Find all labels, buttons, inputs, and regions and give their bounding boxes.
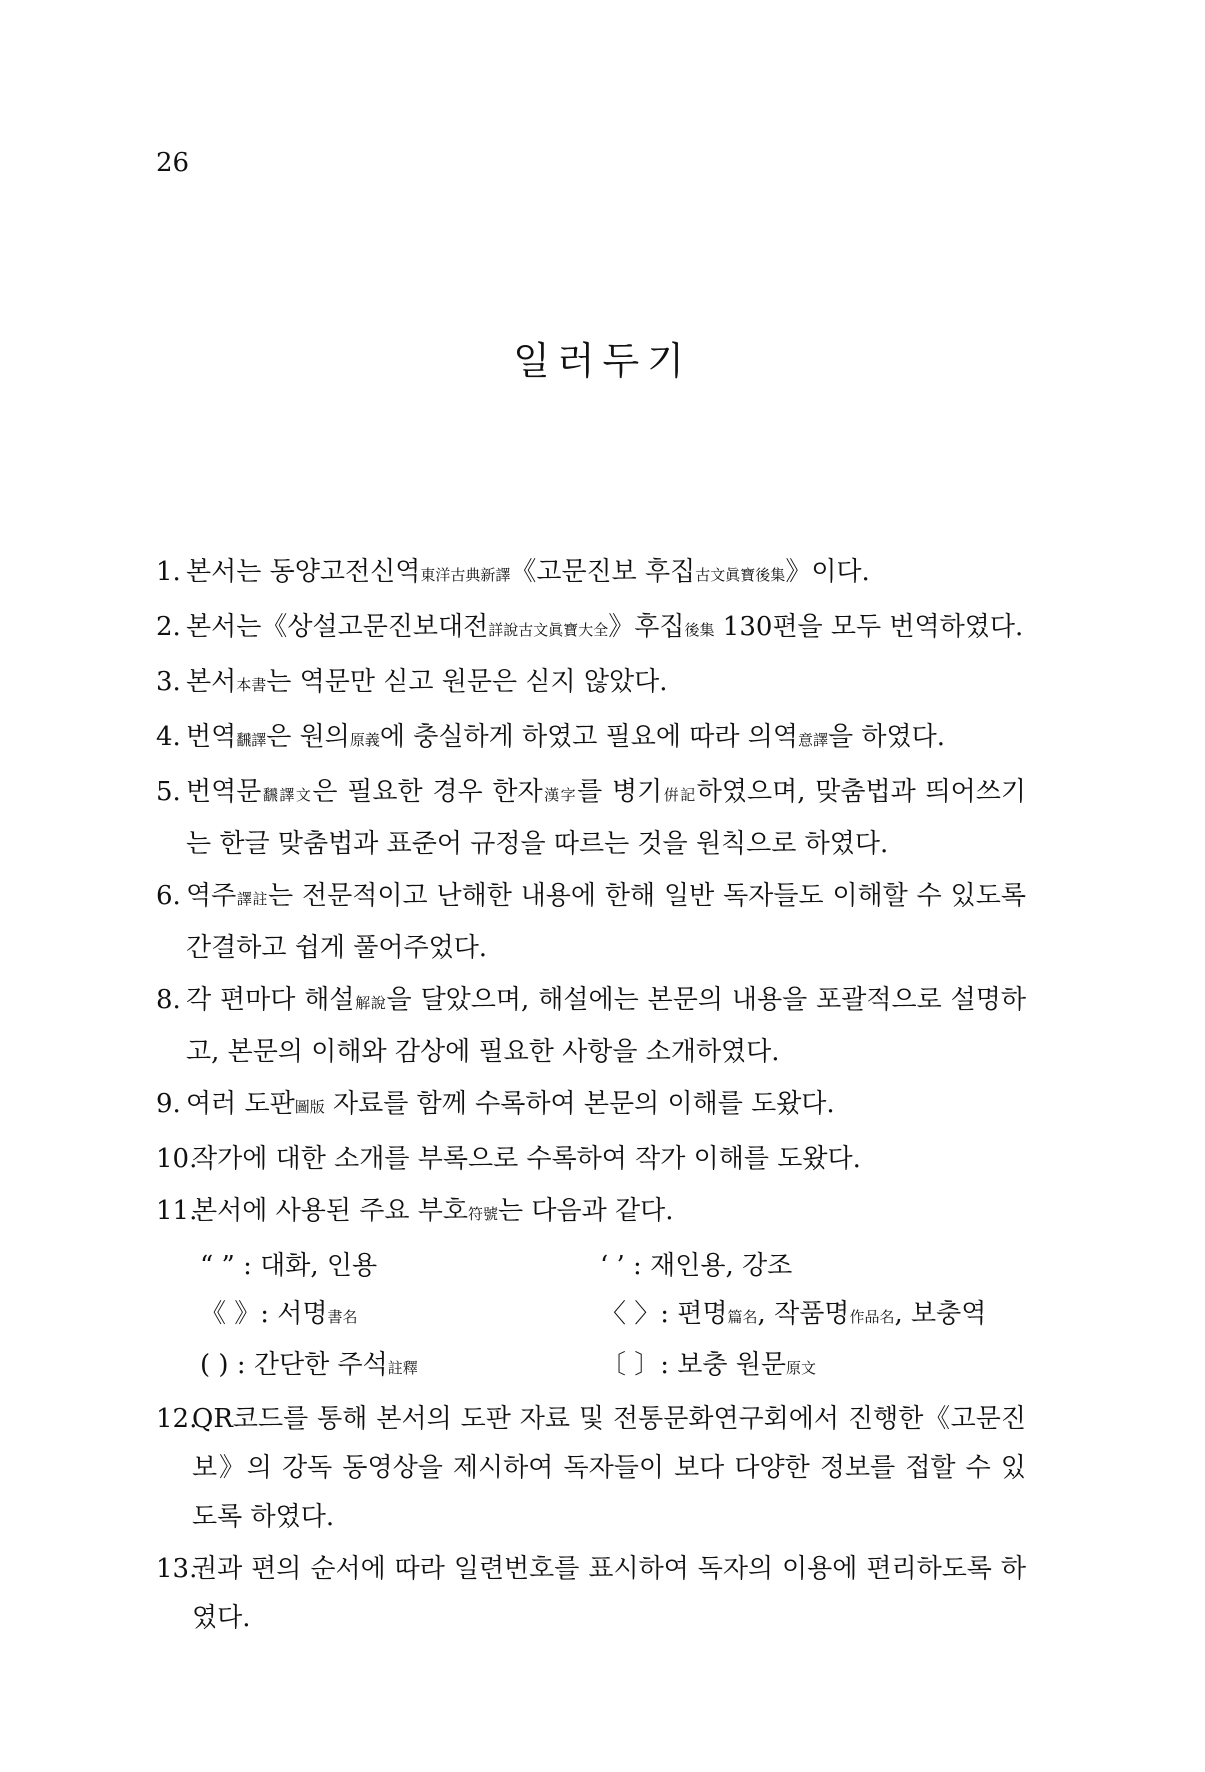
notes-list [156, 548, 1026, 1646]
note-number: 13. [156, 1554, 198, 1584]
note-number: 8. [156, 985, 181, 1015]
note-text: QR코드를 통해 본서의 도판 자료 및 전통문화연구회에서 진행한《고문진보》의 강독 동영상을 제시하여 독자들이 보다 다양한 정보를 접할 수 있도록 하였다. [192, 1404, 1026, 1532]
note-text: 권과 편의 순서에 따라 일련번호를 표시하여 독자의 이용에 편리하도록 하였다. [192, 1554, 1026, 1633]
page-number: 26 [156, 148, 190, 178]
note-number: 10. [156, 1144, 198, 1174]
note-item [156, 1395, 1026, 1542]
note-item [156, 603, 1026, 655]
symbol-entry: ( ) : 간단한 주석註釋 [200, 1350, 418, 1380]
note-text: 작가에 대한 소개를 부록으로 수록하여 작가 이해를 도왔다. [192, 1144, 861, 1174]
note-number: 6. [156, 881, 181, 911]
note-item [156, 713, 1026, 765]
note-number: 5. [156, 777, 181, 807]
note-item [156, 768, 1026, 869]
note-text: 여러 도판圖版 자료를 함께 수록하여 본문의 이해를 도왔다. [186, 1089, 835, 1119]
note-item [156, 1135, 1026, 1184]
note-number: 3. [156, 667, 181, 697]
note-number: 11. [156, 1196, 198, 1226]
symbol-row [156, 1341, 1026, 1392]
note-item [156, 1187, 1026, 1239]
note-item [156, 1545, 1026, 1643]
note-text: 번역문飜譯文은 필요한 경우 한자漢字를 병기倂記하였으며, 맞춤법과 띄어쓰기는 한글 맞춤법과 표준어 규정을 따르는 것을 원칙으로 하였다. [186, 777, 1026, 859]
note-text: 본서는 동양고전신역東洋古典新譯《고문진보 후집古文眞寶後集》이다. [186, 557, 870, 587]
note-text: 본서는《상설고문진보대전詳說古文眞寶大全》후집後集 130편을 모두 번역하였다. [186, 612, 1024, 642]
note-number: 1. [156, 557, 181, 587]
page-title: 일러두기 [513, 339, 692, 383]
note-item [156, 658, 1026, 710]
symbol-entry: 〈 〉: 편명篇名, 작품명作品名, 보충역 [600, 1299, 987, 1329]
symbols-table [156, 1242, 1026, 1392]
symbol-entry: 〔 〕: 보충 원문原文 [600, 1350, 817, 1380]
note-item [156, 976, 1026, 1077]
symbol-row [156, 1290, 1026, 1341]
note-text: 각 편마다 해설解說을 달았으며, 해설에는 본문의 내용을 포괄적으로 설명하고, 본문의 이해와 감상에 필요한 사항을 소개하였다. [186, 985, 1026, 1067]
symbol-row [156, 1242, 1026, 1290]
note-item [156, 1080, 1026, 1132]
note-item [156, 548, 1026, 600]
note-text: 번역飜譯은 원의原義에 충실하게 하였고 필요에 따라 의역意譯을 하였다. [186, 722, 945, 752]
note-number: 4. [156, 722, 181, 752]
note-number: 2. [156, 612, 181, 642]
note-text: 역주譯註는 전문적이고 난해한 내용에 한해 일반 독자들도 이해할 수 있도록 간결하고 쉽게 풀어주었다. [186, 881, 1026, 963]
note-text: 본서本書는 역문만 싣고 원문은 싣지 않았다. [186, 667, 668, 697]
note-number: 9. [156, 1089, 181, 1119]
note-text: 본서에 사용된 주요 부호符號는 다음과 같다. [192, 1196, 674, 1226]
symbol-entry: ‘ ’ : 재인용, 강조 [600, 1251, 793, 1281]
note-number: 12. [156, 1404, 198, 1434]
note-item [156, 872, 1026, 973]
symbol-entry: 《 》: 서명書名 [200, 1299, 358, 1329]
symbol-entry: “ ” : 대화, 인용 [200, 1251, 378, 1281]
